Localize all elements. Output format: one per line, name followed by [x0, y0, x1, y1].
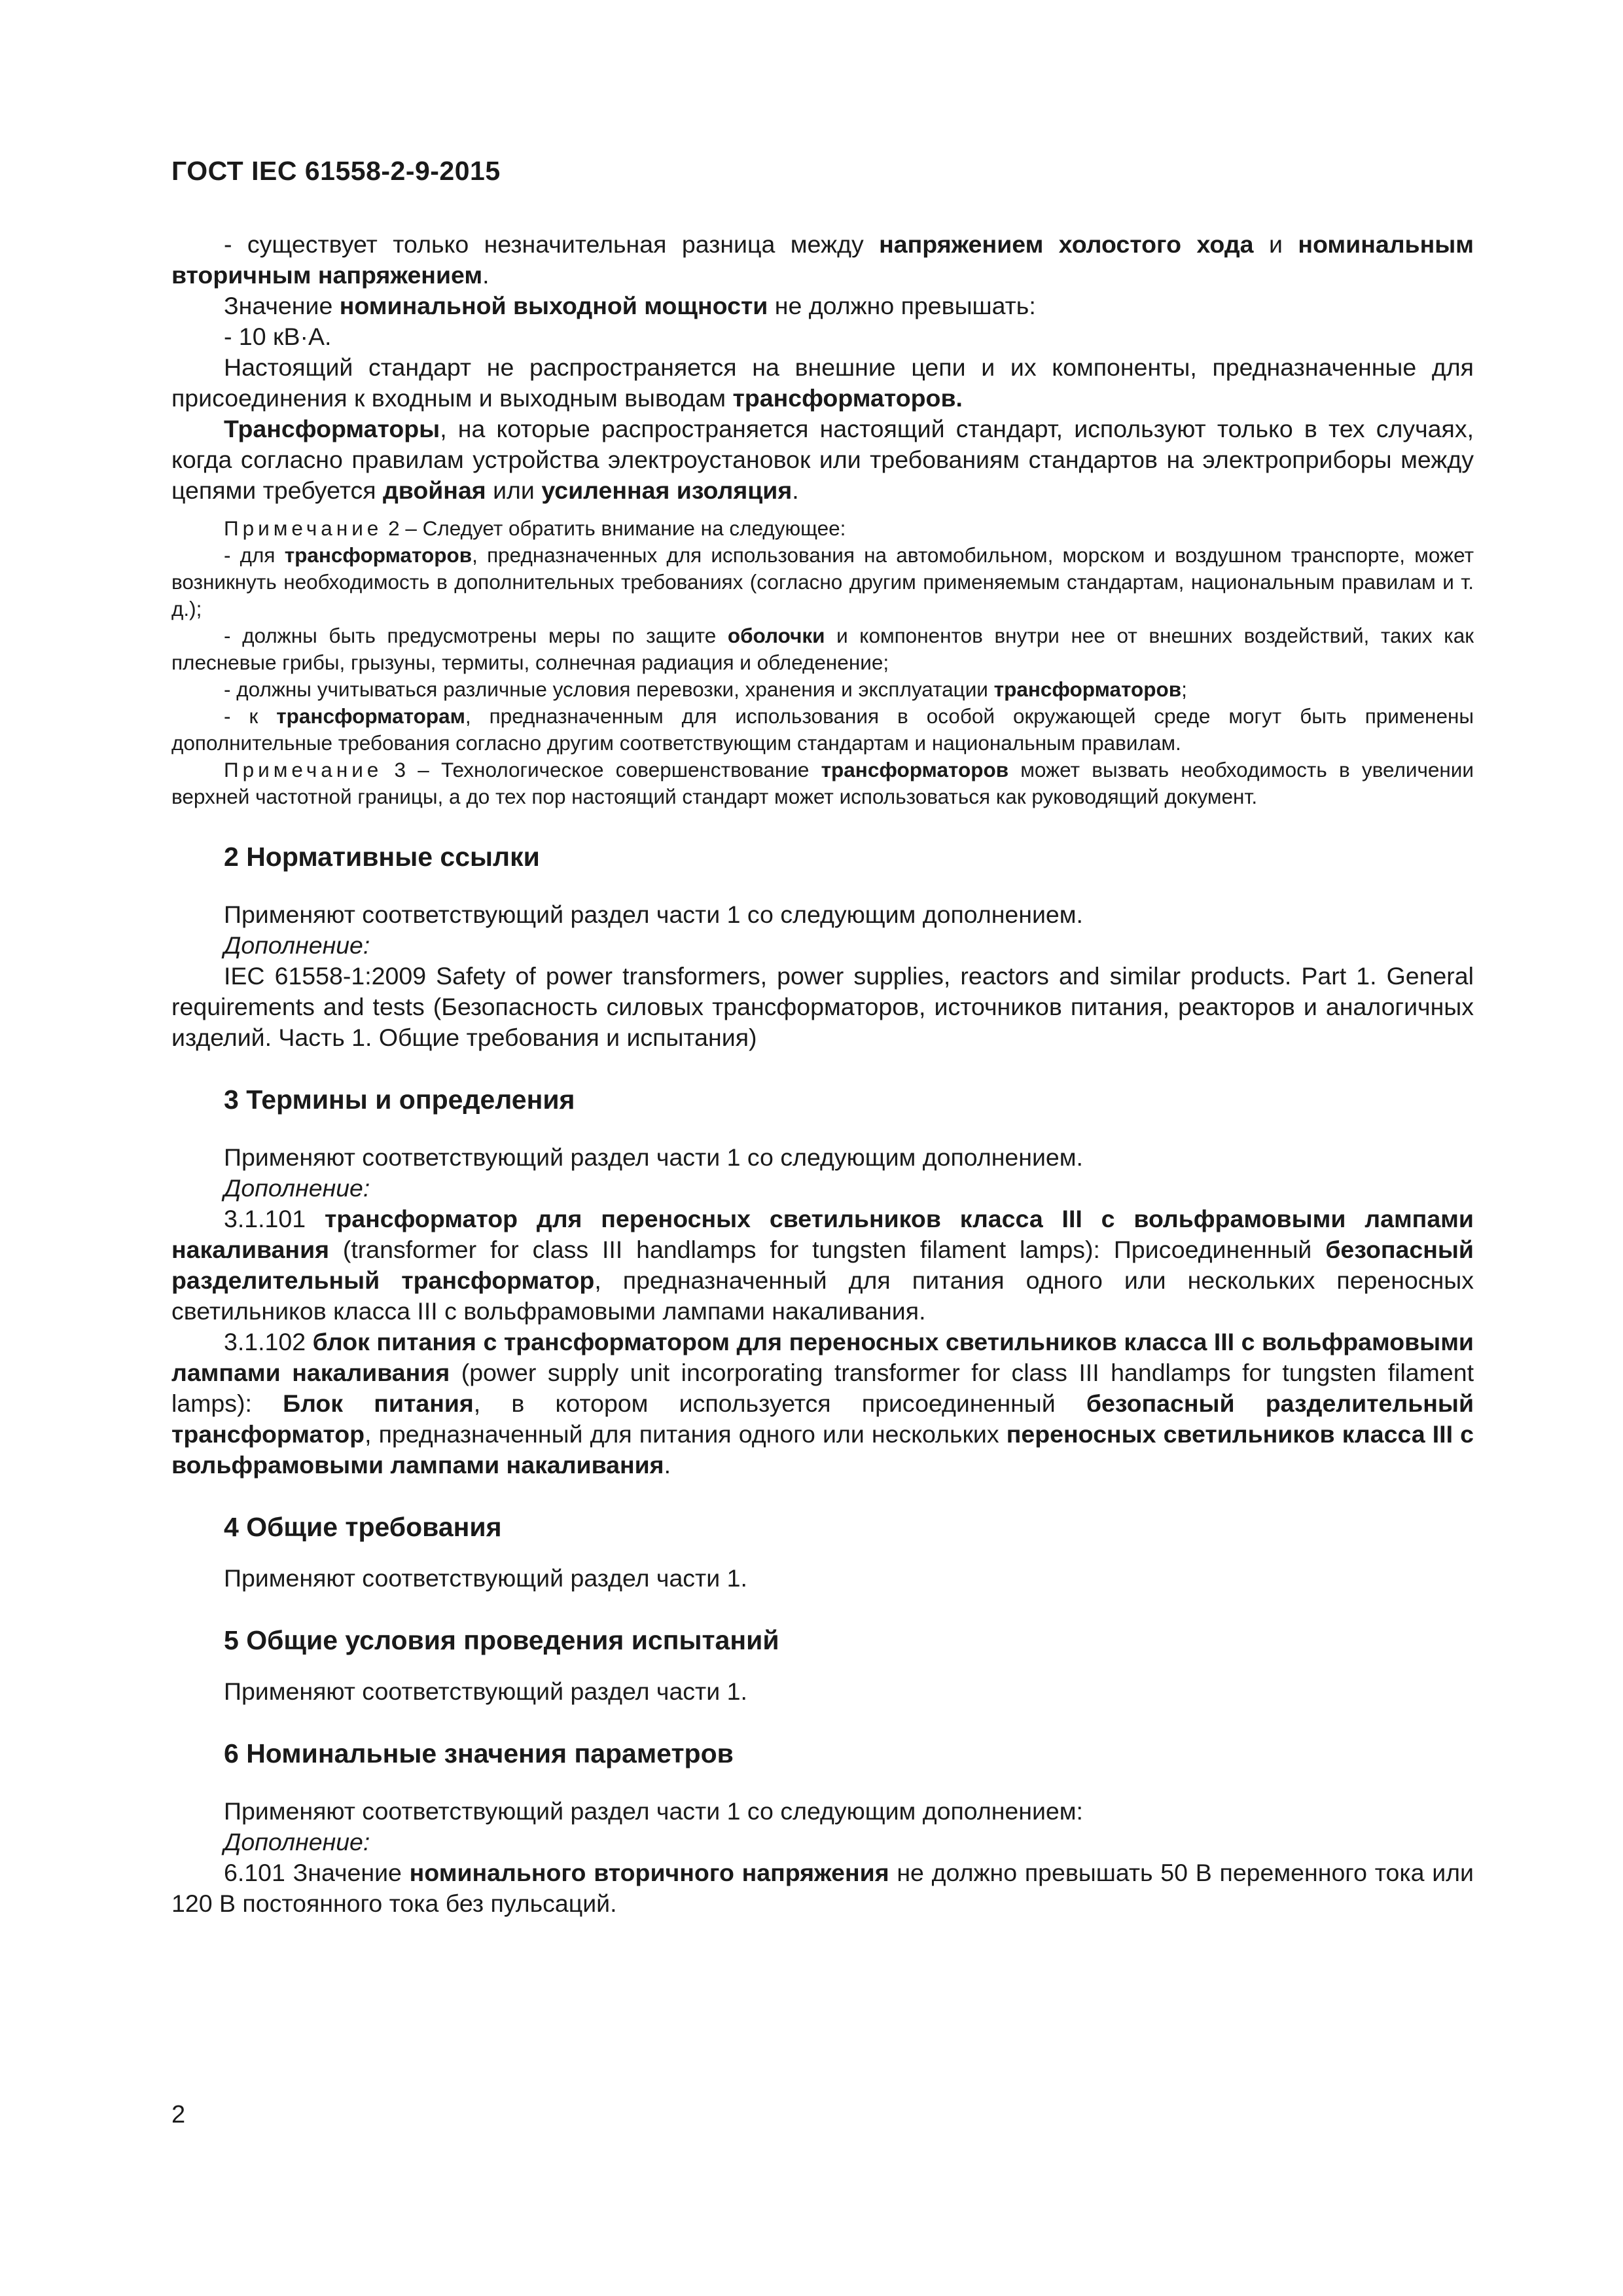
- text-run: .: [664, 1451, 671, 1479]
- text-run: .: [792, 476, 799, 504]
- section-4-paragraph-1: Применяют соответствующий раздел части 1.: [224, 1564, 747, 1592]
- text-run: , предназначенный для питания одного или нескольких переносных светильников класса III с вольфрамовыми лампами накаливания.: [171, 1266, 1474, 1325]
- section-2-reference: IEC 61558-1:2009 Safety of power transformers, power supplies, reactors and similar products. Part 1. General requirements and tests (Безопасность силовых трансформаторов, источников питания, реакторов и аналогичных изделий. Часть 1. Общие требования и испытания): [171, 962, 1474, 1051]
- section-2-addition-label: Дополнение:: [224, 931, 370, 959]
- text-run: - для: [224, 543, 285, 567]
- text-run: ;: [1181, 677, 1187, 701]
- bold-term: трансформаторов: [993, 677, 1182, 701]
- intro-paragraph-5: [171, 414, 1474, 506]
- bold-term: безопасный разделительный трансформатор: [171, 1236, 1474, 1294]
- bold-term: Трансформаторы: [224, 415, 440, 442]
- bold-term: трансформаторам: [276, 704, 465, 728]
- section-2-heading: 2 Нормативные ссылки: [224, 842, 540, 872]
- intro-paragraph-4: [171, 352, 1474, 414]
- bold-term: номинальной выходной мощности: [339, 292, 768, 319]
- text-run: (power supply unit incorporating transformer for class III handlamps for tungsten filament lamps):: [171, 1359, 1474, 1417]
- text-run: .: [482, 261, 490, 289]
- section-6-heading: 6 Номинальные значения параметров: [224, 1738, 734, 1768]
- text-run: Настоящий стандарт не распространяется на внешние цепи и их компоненты, предназначенные для присоединения к входным и выходным выводам: [171, 353, 1474, 412]
- text-run: , предназначенных для использования на автомобильном, морском и воздушном транспорте, может возникнуть необходимость в дополнительных требованиях (согласно другим применяемым стандартам, национальным правилам и т. д.);: [171, 543, 1474, 620]
- text-run: - 10 кВ·А.: [224, 323, 332, 350]
- text-run: , предназначенным для использования в особой окружающей среде могут быть применены дополнительные требования согласно другим соответствующим стандартам и национальным правилам.: [171, 704, 1474, 755]
- section-6-paragraph-1: Применяют соответствующий раздел части 1 со следующим дополнением:: [224, 1797, 1083, 1825]
- section-5-heading: 5 Общие условия проведения испытаний: [224, 1625, 779, 1655]
- text-run: , предназначенный для питания одного или нескольких: [365, 1420, 1007, 1448]
- bold-term: усиленная изоляция: [541, 476, 793, 504]
- bold-term: переносных светильников класса III с вольфрамовыми лампами накаливания: [171, 1420, 1474, 1479]
- note-3-label: Примечание: [224, 758, 383, 781]
- note-2-label: Примечание: [224, 516, 383, 540]
- definition-3-1-101: [171, 1204, 1474, 1327]
- bold-term: трансформатор для переносных светильников класса III с вольфрамовыми лампами накаливания: [171, 1205, 1474, 1263]
- page-number: 2: [171, 2101, 186, 2128]
- text-run: или: [486, 476, 542, 504]
- bold-term: номинальным вторичным напряжением: [171, 230, 1474, 289]
- document-header: ГОСТ IEC 61558-2-9-2015: [171, 156, 501, 186]
- text-run: и: [1253, 230, 1298, 258]
- text-run: (transformer for class III handlamps for tungsten filament lamps): Присоединенный: [329, 1236, 1326, 1263]
- section-4-heading: 4 Общие требования: [224, 1512, 502, 1542]
- note-2-item-c: [171, 676, 1474, 703]
- text-run: 3.1.101: [224, 1205, 325, 1232]
- definition-3-1-102: [171, 1327, 1474, 1480]
- section-3-addition-label: Дополнение:: [224, 1174, 370, 1202]
- bold-term: напряжением холостого хода: [879, 230, 1254, 258]
- section-6-addition-label: Дополнение:: [224, 1828, 370, 1856]
- document-body: [171, 229, 1474, 1919]
- intro-paragraph-2: [171, 291, 1474, 321]
- text-run: не должно превышать:: [768, 292, 1036, 319]
- section-3-paragraph-1: Применяют соответствующий раздел части 1 со следующим дополнением.: [224, 1143, 1083, 1171]
- section-6-addition: [171, 1827, 1474, 1857]
- note-2-item-a: [171, 542, 1474, 622]
- section-3-addition: [171, 1173, 1474, 1204]
- text-run: - должны учитываться различные условия перевозки, хранения и эксплуатации: [224, 677, 994, 701]
- bold-term: оболочки: [727, 624, 825, 647]
- intro-paragraph-3: [171, 321, 1474, 352]
- text-run: и компонентов внутри нее от внешних воздействий, таких как плесневые грибы, грызуны, термиты, солнечная радиация и обледенение;: [171, 624, 1474, 674]
- bold-term: трансформаторов: [821, 758, 1009, 781]
- text-run: , на которые распространяется настоящий стандарт, используют только в тех случаях, когда согласно правилам устройства электроустановок или требованиям стандартов на электроприборы между цепями требуется: [171, 415, 1474, 504]
- bold-term: Блок питания: [283, 1390, 474, 1417]
- bold-term: номинального вторичного напряжения: [409, 1859, 889, 1886]
- bold-term: блок питания с трансформатором для переносных светильников класса III с вольфрамовыми лампами накаливания: [171, 1328, 1474, 1386]
- section-3-heading: 3 Термины и определения: [224, 1085, 575, 1115]
- text-run: - к: [224, 704, 277, 728]
- note-2-title: 2 – Следует обратить внимание на следующее:: [382, 516, 846, 540]
- bold-term: трансформаторов: [284, 543, 473, 567]
- text-run: может вызвать необходимость в увеличении верхней частотной границы, а до тех пор настоящий стандарт может использоваться как руководящий документ.: [171, 758, 1474, 808]
- note-2-item-d: [171, 703, 1474, 757]
- text-run: 3.1.102: [224, 1328, 313, 1355]
- requirement-6-101: [171, 1857, 1474, 1919]
- section-5-paragraph-1: Применяют соответствующий раздел части 1.: [224, 1677, 747, 1705]
- text-run: - существует только незначительная разница между: [224, 230, 880, 258]
- text-run: не должно превышать 50 В переменного тока или 120 В постоянного тока без пульсаций.: [171, 1859, 1474, 1917]
- text-run: Значение: [224, 292, 340, 319]
- section-2-paragraph-1: Применяют соответствующий раздел части 1 со следующим дополнением.: [224, 901, 1083, 928]
- bold-term: трансформаторов.: [732, 384, 963, 412]
- note-2-item-b: [171, 622, 1474, 676]
- note-2-heading: [171, 515, 1474, 542]
- text-run: , в котором используется присоединенный: [473, 1390, 1086, 1417]
- section-2-addition: [171, 930, 1474, 961]
- text-run: 6.101 Значение: [224, 1859, 410, 1886]
- bold-term: двойная: [382, 476, 486, 504]
- text-run: 3 – Технологическое совершенствование: [382, 758, 821, 781]
- bold-term: безопасный разделительный трансформатор: [171, 1390, 1474, 1448]
- note-3: [171, 757, 1474, 810]
- intro-paragraph-1: [171, 229, 1474, 291]
- text-run: - должны быть предусмотрены меры по защите: [224, 624, 728, 647]
